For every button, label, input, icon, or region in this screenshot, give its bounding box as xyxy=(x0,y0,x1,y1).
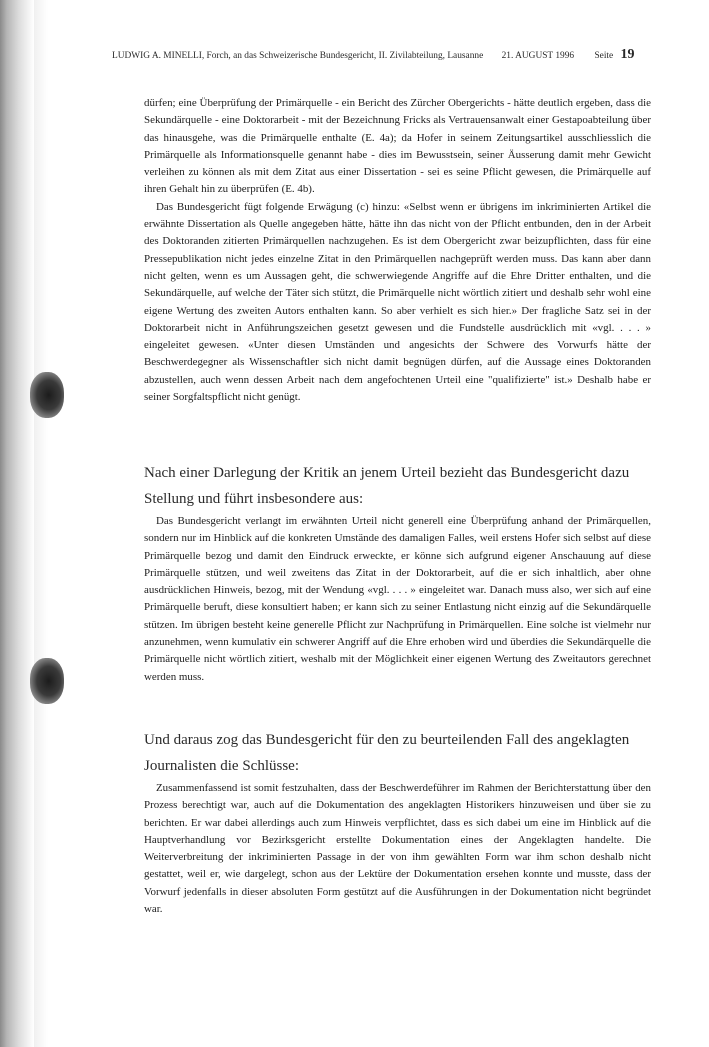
paragraph: Zusammenfassend ist somit festzuhalten, dass der Beschwerdeführer im Rahmen der Berichterstattung über den Prozess berechtigt war, auch auf die Dokumentation des angeklagten Historikers hinzuweisen und über sie zu berichten. Er war dabei allerdings auch zum Hinweis verpflichtet, dass es sich dabei um eine im Hinblick auf die Hauptverhandlung vor Bezirksgericht erstellte Dokumentation eines der Angeklagten handelte. Die Weiterverbreitung der inkriminierten Passage in der von ihm gewählten Form war ihm schon deshalb nicht gestattet, weil er, wie dargelegt, schon aus der Lektüre der Dokumentation ersehen konnte und musste, dass der Vorwurf jedenfalls in dieser absoluten Form gestützt auf die Ausführungen in der Dokumentation nicht begründet war. xyxy=(144,782,651,916)
paragraph: Das Bundesgericht verlangt im erwähnten Urteil nicht generell eine Überprüfung anhand der Primärquellen, sondern nur im Hinblick auf die konkreten Umstände des damaligen Falles, weil erstens Hofer sich selbst auf diese Primärquelle bezog und damit den Eindruck erweckte, er könne sich aufgrund eigener Anschauung auf diese Primärquelle stützen, und weil zweitens das Zitat in der Doktorarbeit, auf die er sich inhaltlich, aber ohne ausdrücklichen Hinweis, bezog, mit der Wendung «vgl. . . . » eingeleitet war. Danach muss also, wer sich auf eine Primärquelle beruft, diese konsultiert haben; er kann sich zu seiner Entlastung nicht einzig auf die Sekundärquelle stützen. Im übrigen besteht keine generelle Pflicht zur Nachprüfung in Primärquellen. Eine solche ist vielmehr nur anzunehmen, wenn kumulativ ein schwerer Angriff auf die Ehre erhoben wird und überdies die Sekundärquelle die Primärquelle nicht wörtlich zitiert, weshalb mit der Möglichkeit einer eigenen Wertung des Zweitautors gerechnet werden muss. xyxy=(144,515,651,683)
text-block-3 xyxy=(144,780,651,918)
punch-hole-upper xyxy=(30,372,64,418)
page-label: Seite xyxy=(594,51,614,61)
heading-text: Nach einer Darlegung der Kritik an jenem Urteil bezieht das Bundesgericht dazu Stellung und führt insbesondere aus: xyxy=(144,465,630,507)
section-heading-2 xyxy=(144,728,651,779)
page-header xyxy=(112,47,708,63)
binder-shadow xyxy=(34,0,48,1047)
heading-text: Und daraus zog das Bundesgericht für den zu beurteilenden Fall des angeklagten Journalisten die Schlüsse: xyxy=(144,732,630,774)
section-heading-1 xyxy=(144,461,651,512)
paragraph: dürfen; eine Überprüfung der Primärquelle - ein Bericht des Zürcher Obergerichts - hätte deutlich ergeben, dass die Sekundärquelle - eine Doktorarbeit - mit der Bezeichnung Fricks als Vertrauensanwalt einer Gestapoabteilung über das hinausgehe, was die Primärquelle enthalte (E. 4a); da Hofer in seinem Zeitungsartikel ausschliesslich die Primärquelle als Informationsquelle genannt habe - dies im Bewusstsein, seiner Äusserung damit mehr Gewicht verleihen zu können als mit dem Zitat aus einer Dissertation - sei es seine Pflicht gewesen, die Primärquelle auf ihren Gehalt hin zu überprüfen (E. 4b). xyxy=(144,97,651,196)
punch-hole-lower xyxy=(30,658,64,704)
binder-edge xyxy=(0,0,34,1047)
header-date: 21. AUGUST 1996 xyxy=(501,51,575,61)
paragraph: Das Bundesgericht fügt folgende Erwägung (c) hinzu: «Selbst wenn er übrigens im inkriminierten Artikel die erwähnte Dissertation als Quelle angegeben hätte, hätte ihn das nicht von der Pflicht entbunden, den in der Arbeit des Doktoranden zitierten Primärquellen nachzugehen. Es ist dem Obergericht zwar beizupflichten, dass für eine Pressepublikation nicht jedes einzelne Zitat in den Primärquellen nachgeprüft werden muss. Das kann aber dann nicht gelten, wenn es um Aussagen geht, die schwerwiegende Angriffe auf die Ehre Dritter enthalten, und die Sekundärquelle, auf welche der Täter sich stützt, die Primärquelle nicht wörtlich zitiert und deshalb sehr wohl eine eigene Wertung des zweiten Autors enthalten kann. So aber verhielt es sich hier.» Der fragliche Satz sei in der Doktorarbeit nicht in Anführungszeichen gesetzt gewesen und die Fundstelle ausdrücklich mit «vgl. . . . » eingeleitet gewesen. «Unter diesen Umständen und angesichts der Schwere des Vorwurfs hätte der Beschwerdegegner als Wissenschaftler sich nicht damit begnügen dürfen, auf die Aussage eines Doktoranden abzustellen, auch wenn dessen Arbeit nach dem angefochtenen Urteil eine "qualifizierte" ist.» Deshalb habe er seiner Sorgfaltspflicht nicht genügt. xyxy=(144,200,651,404)
page-number: 19 xyxy=(620,47,635,62)
text-block-1 xyxy=(144,95,651,406)
text-block-2 xyxy=(144,513,651,686)
running-title: LUDWIG A. MINELLI, Forch, an das Schweizerische Bundesgericht, II. Zivilabteilung, Lausanne xyxy=(112,51,484,61)
